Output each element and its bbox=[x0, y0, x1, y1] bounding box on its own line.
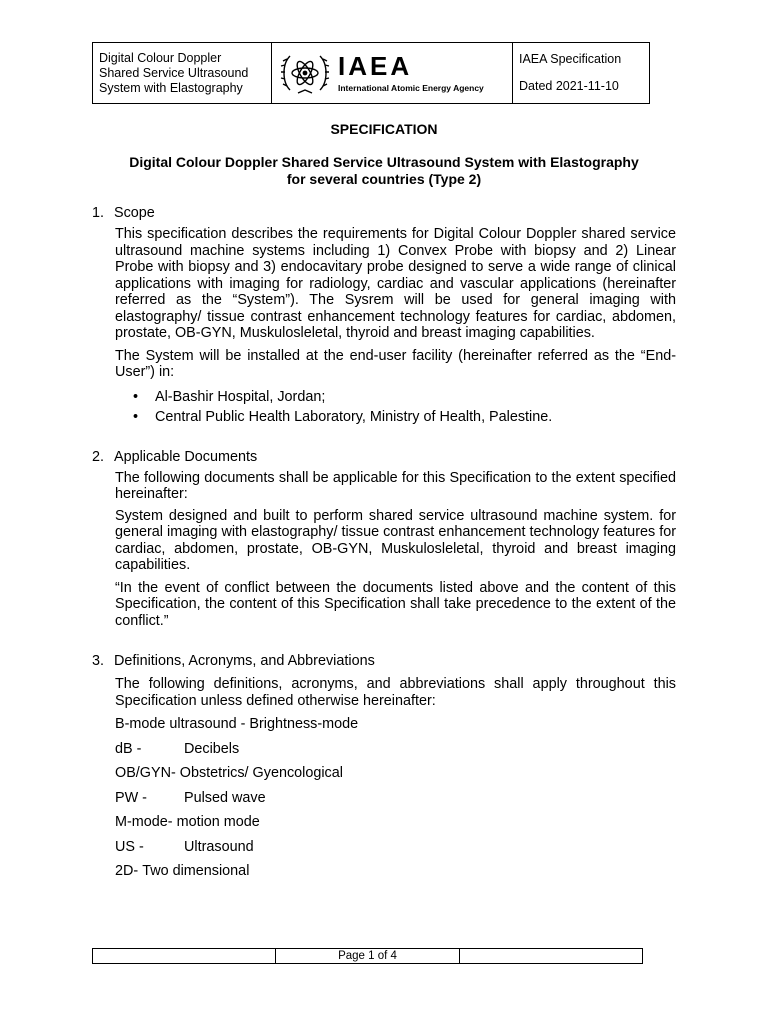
header-logo-cell bbox=[272, 43, 513, 104]
definition-row bbox=[115, 813, 676, 838]
facility-list bbox=[115, 387, 676, 427]
document-body bbox=[92, 204, 676, 887]
definition-row bbox=[115, 764, 676, 789]
definition-term: dB - bbox=[115, 740, 142, 757]
paragraph: This specification describes the requirements for Digital Colour Doppler shared service ultrasound machine systems including 1) Convex Probe with biopsy and 2) Linear Probe with biopsy and 3) endocavitary probe designed to serve a wide range of clinical applications with imaging for radiology, cardiac and vascular applications (hereinafter referred as the “System”). The Sysrem will be used for general imaging with elastography/ tissue contrast enhancement technology features for cardiac, abdomen, prostate, OB-GYN, Muskulosleletal, thyroid and breast imaging capabilities. bbox=[115, 226, 676, 341]
footer-cell-right bbox=[459, 949, 642, 964]
header-meta-cell bbox=[513, 43, 650, 104]
paragraph: The following documents shall be applicable for this Specification to the extent specified hereinafter: bbox=[115, 469, 676, 502]
definition-desc: motion mode bbox=[176, 814, 260, 830]
definition-term: M-mode- bbox=[115, 814, 173, 830]
section-title: Scope bbox=[114, 205, 155, 221]
paragraph: The System will be installed at the end-user facility (hereinafter referred as the “End-User”) in: bbox=[115, 347, 676, 380]
date-label: Dated 2021-11-10 bbox=[519, 79, 619, 93]
document-header bbox=[92, 42, 650, 104]
page-subtitle: Digital Colour Doppler Shared Service Ultrasound System with Elastography for several countries (Type 2) bbox=[129, 154, 639, 187]
definition-row bbox=[115, 838, 676, 863]
definition-term: US - bbox=[115, 838, 144, 855]
definition-desc: Obstetrics/ Gyencological bbox=[179, 765, 343, 781]
section-title: Applicable Documents bbox=[114, 448, 258, 465]
list-item: • Al-Bashir Hospital, Jordan; bbox=[115, 387, 676, 407]
iaea-logo-subtitle: International Atomic Energy Agency bbox=[338, 83, 484, 93]
definition-row bbox=[115, 862, 676, 887]
section-number: 1. bbox=[92, 205, 105, 221]
list-item: • Central Public Health Laboratory, Ministry of Health, Palestine. bbox=[115, 407, 676, 427]
paragraph: System designed and built to perform shared service ultrasound machine system. for general imaging with elastography/ tissue contrast enhancement technology features for cardiac, abdomen, prostate, OB-GYN, Muskulosleletal, thyroid and breast imaging capabilities. bbox=[115, 507, 676, 573]
section-scope bbox=[92, 204, 676, 427]
page-title: SPECIFICATION bbox=[330, 121, 438, 137]
section-title: Definitions, Acronyms, and Abbreviations bbox=[114, 653, 375, 669]
definition-term: 2D- bbox=[115, 863, 139, 879]
section-heading bbox=[92, 652, 676, 670]
definition-desc: Ultrasound bbox=[184, 838, 254, 855]
section-heading bbox=[92, 448, 676, 466]
iaea-logo-name: IAEA bbox=[338, 51, 413, 81]
section-heading bbox=[92, 204, 676, 222]
spec-label: IAEA Specification bbox=[519, 52, 622, 66]
definition-desc: Brightness-mode bbox=[249, 716, 359, 732]
definition-row bbox=[115, 740, 676, 765]
paragraph: “In the event of conflict between the documents listed above and the content of this Specification, the content of this Specification shall take precedence to the extent of the conflict.” bbox=[115, 579, 676, 629]
section-definitions bbox=[92, 652, 676, 887]
page-footer bbox=[92, 948, 643, 964]
definition-term: B-mode ultrasound - bbox=[115, 716, 246, 732]
section-number: 2. bbox=[92, 448, 105, 465]
definition-term: PW - bbox=[115, 789, 147, 806]
footer-cell-left bbox=[93, 949, 276, 964]
definition-row bbox=[115, 789, 676, 814]
page-number: Page 1 of 4 bbox=[276, 949, 459, 964]
definition-desc: Two dimensional bbox=[142, 863, 250, 879]
definitions-list bbox=[115, 715, 676, 887]
header-document-title: Digital Colour Doppler Shared Service Ultrasound System with Elastography bbox=[93, 43, 272, 104]
section-applicable-documents bbox=[92, 448, 676, 630]
iaea-atom-laurel-icon bbox=[278, 46, 332, 100]
definition-desc: Pulsed wave bbox=[184, 789, 266, 806]
section-number: 3. bbox=[92, 653, 105, 669]
paragraph: The following definitions, acronyms, and abbreviations shall apply throughout this Specification unless defined otherwise hereinafter: bbox=[115, 676, 676, 709]
definition-term: OB/GYN- bbox=[115, 765, 176, 781]
definition-row bbox=[115, 715, 676, 740]
definition-desc: Decibels bbox=[184, 740, 240, 757]
